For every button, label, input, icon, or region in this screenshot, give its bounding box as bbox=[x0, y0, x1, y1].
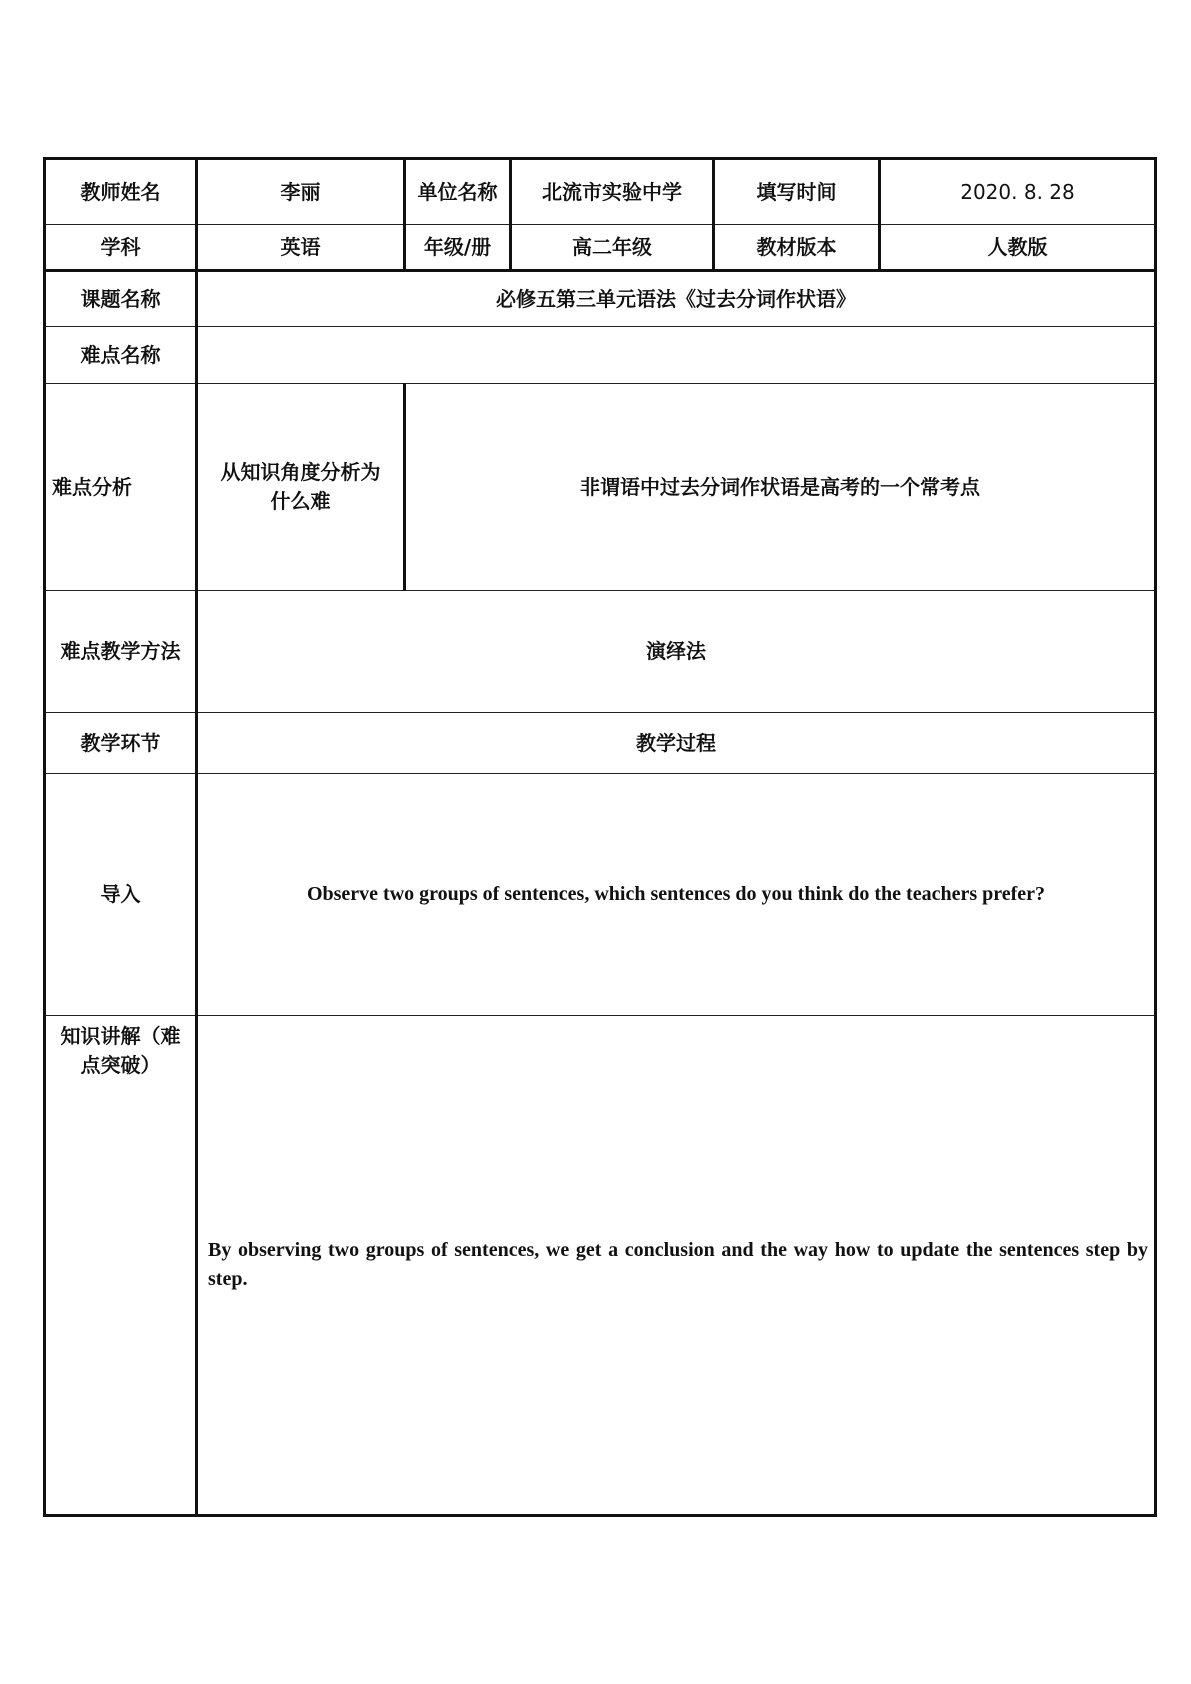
topic-value: 必修五第三单元语法《过去分词作状语》 bbox=[197, 271, 1156, 327]
unit-name: 北流市实验中学 bbox=[511, 159, 714, 225]
date-label: 填写时间 bbox=[714, 159, 880, 225]
difficulty-label: 难点名称 bbox=[45, 327, 197, 384]
analysis-label: 难点分析 bbox=[45, 384, 197, 591]
subject-value: 英语 bbox=[197, 225, 405, 271]
analysis-sub-label: 从知识角度分析为什么难 bbox=[197, 384, 405, 591]
teacher-label: 教师姓名 bbox=[45, 159, 197, 225]
explanation-label: 知识讲解（难点突破） bbox=[45, 1016, 197, 1516]
topic-label: 课题名称 bbox=[45, 271, 197, 327]
header-row-2 bbox=[45, 225, 1156, 271]
method-row bbox=[45, 591, 1156, 713]
edition-value: 人教版 bbox=[880, 225, 1156, 271]
analysis-row bbox=[45, 384, 1156, 591]
method-value: 演绎法 bbox=[197, 591, 1156, 713]
edition-label: 教材版本 bbox=[714, 225, 880, 271]
intro-text: Observe two groups of sentences, which sentences do you think do the teachers prefer? bbox=[197, 774, 1156, 1016]
header-row-1 bbox=[45, 159, 1156, 225]
analysis-value: 非谓语中过去分词作状语是高考的一个常考点 bbox=[405, 384, 1156, 591]
difficulty-value bbox=[197, 327, 1156, 384]
intro-label: 导入 bbox=[45, 774, 197, 1016]
intro-row bbox=[45, 774, 1156, 1016]
explanation-text: By observing two groups of sentences, we get a conclusion and the way how to update the sentences step by step. bbox=[197, 1016, 1156, 1516]
date-value: 2020. 8. 28 bbox=[880, 159, 1156, 225]
grade-value: 高二年级 bbox=[511, 225, 714, 271]
difficulty-row bbox=[45, 327, 1156, 384]
lesson-plan-table bbox=[43, 157, 1157, 1517]
grade-label: 年级/册 bbox=[405, 225, 511, 271]
teacher-name: 李丽 bbox=[197, 159, 405, 225]
process-row bbox=[45, 713, 1156, 774]
explanation-row bbox=[45, 1016, 1156, 1516]
unit-label: 单位名称 bbox=[405, 159, 511, 225]
subject-label: 学科 bbox=[45, 225, 197, 271]
method-label: 难点教学方法 bbox=[45, 591, 197, 713]
topic-row bbox=[45, 271, 1156, 327]
process-value: 教学过程 bbox=[197, 713, 1156, 774]
process-label: 教学环节 bbox=[45, 713, 197, 774]
